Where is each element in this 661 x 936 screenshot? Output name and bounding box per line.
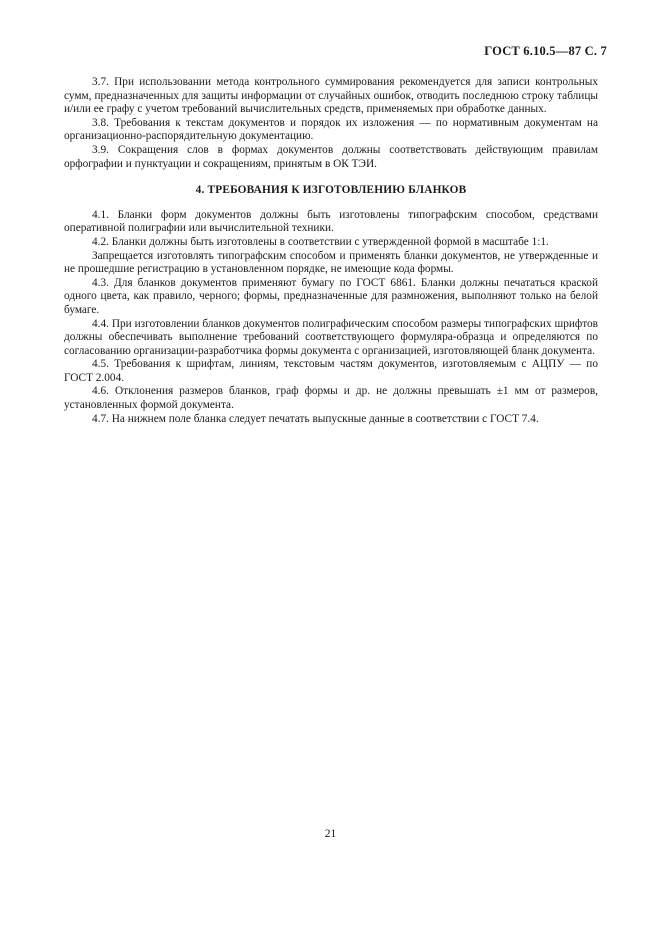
paragraph-4-3: 4.3. Для бланков документов применяют бумагу по ГОСТ 6861. Бланки должны печататься краской одного цвета, как правило, черного; формы, предназначенные для размножения, выполняют только на белой бумаге.: [64, 276, 598, 316]
paragraph-4-2: 4.2. Бланки должны быть изготовлены в соответствии с утвержденной формой в масштабе 1:1.: [92, 235, 549, 248]
page-number: 21: [324, 828, 337, 840]
paragraph-3-7: 3.7. При использовании метода контрольного суммирования рекомендуется для записи контрольных сумм, предназначенных для защиты информации от случайных ошибок, отводить последнюю строку таблицы и/или ее графу с учетом требований вычислительных средств, применяемых при обработке данных.: [64, 76, 598, 116]
document-body: [64, 76, 598, 426]
paragraph-4-5: 4.5. Требования к шрифтам, линиям, текстовым частям документов, изготовляемым с АЦПУ — по ГОСТ 2.004.: [64, 358, 598, 384]
paragraph-4-7: 4.7. На нижнем поле бланка следует печатать выпускные данные в соответствии с ГОСТ 7.4.: [92, 412, 539, 425]
paragraph-4-1: 4.1. Бланки форм документов должны быть изготовлены типографским способом, средствами оперативной полиграфии или вычислительной техники.: [64, 208, 598, 235]
paragraph-4-4: 4.4. При изготовлении бланков документов полиграфическим способом размеры типографских шрифтов должны обеспечивать выполнение требований соответствующего формуляра-образца и определяются по согласованию организации-разработчика формы документа с организацией, изготовляющей бланк документа.: [64, 317, 598, 357]
paragraph-3-9: 3.9. Сокращения слов в формах документов должны соответствовать действующим правилам орфографии и пунктуации и сокращениям, принятым в ОК ТЭИ.: [64, 143, 598, 170]
running-header: ГОСТ 6.10.5—87 С. 7: [484, 44, 607, 58]
paragraph-4-2-continued: Запрещается изготовлять типографским способом и применять бланки документов, не утвержденные и не прошедшие регистрацию в установленном порядке, не имеющие кода формы.: [64, 249, 598, 276]
section-4-heading: 4. ТРЕБОВАНИЯ К ИЗГОТОВЛЕНИЮ БЛАНКОВ: [195, 184, 467, 197]
paragraph-4-6: 4.6. Отклонения размеров бланков, граф формы и др. не должны превышать ±1 мм от размеров, установленных формой документа.: [64, 385, 598, 412]
paragraph-3-8: 3.8. Требования к текстам документов и порядок их изложения — по нормативным документам на организационно-распорядительную документацию.: [64, 116, 598, 143]
